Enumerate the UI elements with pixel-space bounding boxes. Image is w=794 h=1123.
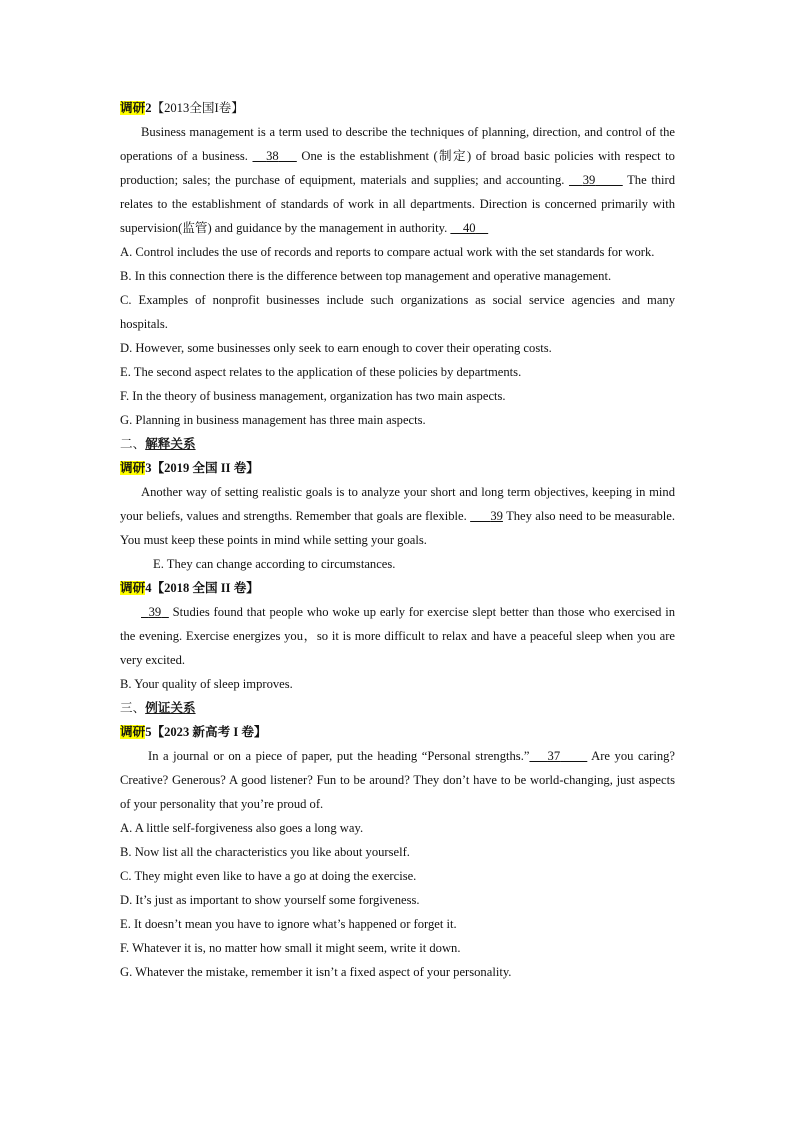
answer-blank-39 bbox=[470, 509, 503, 523]
option-b: B. Your quality of sleep improves. bbox=[120, 677, 293, 691]
question-source: 【2018 全国 II 卷】 bbox=[151, 581, 259, 595]
option-a: A. A little self-forgiveness also goes a long way. bbox=[120, 821, 364, 835]
passage-text: They also need to be measurable. You must keep these points in mind while setting your goals. bbox=[120, 509, 675, 547]
blank-number: 37 bbox=[547, 749, 561, 763]
option-g: G. Whatever the mistake, remember it isn’t a fixed aspect of your personality. bbox=[120, 965, 512, 979]
passage-text: One is the establishment (制定) of broad basic policies with respect to production; sales; the purchase of equipment, materials and supplies; and accounting. bbox=[120, 149, 675, 187]
option-e: E. The second aspect relates to the application of these policies by departments. bbox=[120, 365, 522, 379]
passage-paragraph bbox=[120, 120, 675, 240]
option-d: D. It’s just as important to show yourself some forgiveness. bbox=[120, 893, 420, 907]
section-title: 例证关系 bbox=[145, 701, 196, 715]
option-c: C. Examples of nonprofit businesses include such organizations as social service agencies and many hospitals. bbox=[120, 293, 675, 331]
option-c: C. They might even like to have a go at doing the exercise. bbox=[120, 869, 417, 883]
question-block-2 bbox=[120, 96, 675, 432]
option-b: B. In this connection there is the difference between top management and operative management. bbox=[120, 269, 612, 283]
passage-paragraph bbox=[120, 480, 675, 552]
question-number: 5 bbox=[145, 725, 152, 739]
answer-blank-37 bbox=[529, 749, 587, 763]
option-d: D. However, some businesses only seek to earn enough to cover their operating costs. bbox=[120, 341, 552, 355]
passage-text: In a journal or on a piece of paper, put the heading “Personal strengths.” bbox=[148, 749, 530, 763]
answer-blank-39 bbox=[141, 605, 169, 619]
option-f: F. In the theory of business management, organization has two main aspects. bbox=[120, 389, 506, 403]
question-heading bbox=[120, 456, 675, 480]
research-tag: 调研 bbox=[120, 581, 146, 595]
question-number: 4 bbox=[145, 581, 152, 595]
option-g: G. Planning in business management has three main aspects. bbox=[120, 413, 426, 427]
passage-text: Another way of setting realistic goals is to analyze your short and long term objectives, keeping in mind your beliefs, values and strengths. Remember that goals are flexible. bbox=[120, 485, 675, 523]
question-number: 3 bbox=[145, 461, 152, 475]
question-block-3 bbox=[120, 456, 675, 576]
passage-text: The third relates to the establishment of standards of work in all departments. Direction is concerned primarily with supervision(监管) and guidance by the management in authority. bbox=[120, 173, 676, 235]
passage-paragraph bbox=[120, 744, 675, 816]
research-tag: 调研 bbox=[120, 461, 146, 475]
blank-number: 39 bbox=[490, 509, 503, 523]
passage-paragraph bbox=[120, 600, 675, 672]
research-tag: 调研 bbox=[120, 725, 146, 739]
question-heading bbox=[120, 96, 675, 120]
question-heading bbox=[120, 720, 675, 744]
option-e: E. It doesn’t mean you have to ignore what’s happened or forget it. bbox=[120, 917, 457, 931]
passage-text: Business management is a term used to describe the techniques of planning, direction, and control of the operations of a business. bbox=[120, 125, 675, 163]
passage-text: Are you caring? Creative? Generous? A good listener? Fun to be around? They don’t have to be world-changing, just aspects of your personality that you’re proud of. bbox=[120, 749, 676, 811]
section-title: 解释关系 bbox=[145, 437, 196, 451]
answer-blank-38 bbox=[253, 149, 297, 163]
question-heading bbox=[120, 576, 675, 600]
section-heading-explain bbox=[120, 432, 675, 456]
section-heading-example bbox=[120, 696, 675, 720]
question-block-5 bbox=[120, 720, 675, 984]
blank-number: 40 bbox=[462, 221, 476, 235]
question-number: 2 bbox=[145, 101, 152, 115]
passage-text: Studies found that people who woke up early for exercise slept better than those who exercised in the evening. Exercise energizes you，so it is more difficult to relax and have a peaceful sleep when you are very excited. bbox=[120, 605, 675, 667]
option-e: E. They can change according to circumstances. bbox=[153, 557, 396, 571]
question-source: 【2023 新高考 I 卷】 bbox=[151, 725, 267, 739]
option-f: F. Whatever it is, no matter how small it might seem, write it down. bbox=[120, 941, 461, 955]
research-tag: 调研 bbox=[120, 101, 146, 115]
answer-blank-39 bbox=[569, 173, 623, 187]
blank-number: 39 bbox=[582, 173, 596, 187]
option-b: B. Now list all the characteristics you like about yourself. bbox=[120, 845, 410, 859]
blank-number: 38 bbox=[266, 149, 279, 163]
question-source: 【2013全国I卷】 bbox=[151, 101, 244, 115]
question-block-4 bbox=[120, 576, 675, 696]
section-number: 二、 bbox=[120, 437, 146, 451]
option-a: A. Control includes the use of records and reports to compare actual work with the set standards for work. bbox=[120, 245, 655, 259]
answer-blank-40 bbox=[450, 221, 488, 235]
question-source: 【2019 全国 II 卷】 bbox=[151, 461, 259, 475]
section-number: 三、 bbox=[120, 701, 146, 715]
document-page bbox=[120, 96, 675, 984]
blank-number: 39 bbox=[148, 605, 162, 619]
